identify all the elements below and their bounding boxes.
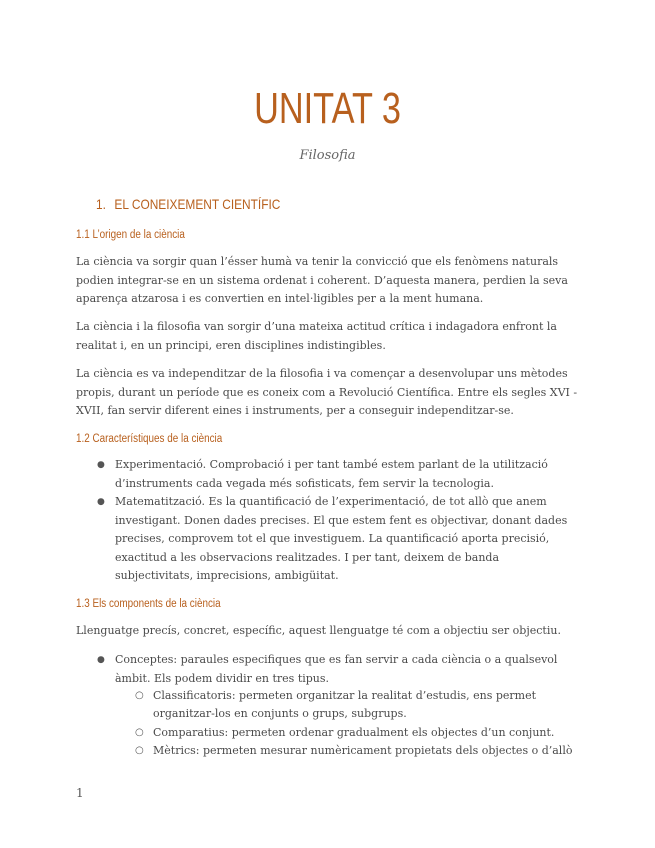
circle-bullet-icon: ○: [135, 690, 144, 701]
page-subtitle: Filosofia: [299, 148, 356, 163]
list-item: [97, 493, 575, 586]
subsection-heading-1-3: 1.3 Els components de la ciència: [76, 598, 221, 610]
paragraph-1-1-a: La ciència va sorgir quan l’ésser humà va tenir la convicció que els fenòmens naturals podien integrar-se en un sistema ordenat i coherent. D’aquesta manera, perdien la seva aparença atzarosa i es convertien en intel·ligibles per a la ment humana.: [76, 255, 568, 305]
subsection-heading-1-2: 1.2 Característiques de la ciència: [76, 433, 223, 445]
bullet-icon: ●: [97, 655, 105, 665]
circle-bullet-icon: ○: [135, 745, 144, 756]
circle-bullet-icon: ○: [135, 727, 144, 738]
list-item-text: Matematització. Es la quantificació de l’experimentació, de tot allò que anem investigant. Donen dades precises. El que estem fent es objectivar, donant dades precises, comprovem tot el que investiguem. La quantificació aporta precisió, exactitud a les observacions realitzades. I per tant, deixem de banda subjectivitats, imprecisions, ambigüitat.: [115, 495, 568, 582]
sub-list-item: [135, 687, 578, 723]
list-item-text: Experimentació. Comprobació i per tant també estem parlant de la utilització d’instruments cada vegada més sofisticats, fem servir la tecnologia.: [115, 458, 548, 490]
bullet-icon: ●: [97, 460, 105, 470]
bullet-icon: ●: [97, 497, 105, 507]
section-number: 1.: [96, 196, 106, 212]
page-title: UNITAT 3: [254, 84, 401, 133]
subsection-heading-1-1: 1.1 L’origen de la ciència: [76, 229, 185, 241]
paragraph-1-1-b: La ciència i la filosofia van sorgir d’una mateixa actitud crítica i indagadora enfront la realitat i, en un principi, eren disciplines indistingibles.: [76, 320, 557, 352]
paragraph-1-1-c: La ciència es va independitzar de la filosofia i va començar a desenvolupar uns mètodes propis, durant un període que es coneix com a Revolució Científica. Entre els segles XVI -XVII, fan servir diferent eines i instruments, per a conseguir independitzar-se.: [76, 367, 578, 417]
list-item: [97, 456, 575, 493]
page-number: 1: [76, 786, 84, 800]
sub-list-item: [135, 724, 578, 742]
sub-list-item-text: Classificatoris: permeten organitzar la realitat d’estudis, ens permet organitzar-los en conjunts o grups, subgrups.: [153, 689, 537, 720]
list-item-text: Conceptes: paraules especifiques que es fan servir a cada ciència o a qualsevol àmbit. Els podem dividir en tres tipus.: [115, 653, 558, 685]
list-item: [97, 651, 575, 688]
section-label: EL CONEIXEMENT CIENTÍFIC: [114, 196, 281, 212]
paragraph-1-3-a: Llenguatge precís, concret, específic, aquest llenguatge té com a objectiu ser objectiu.: [76, 624, 561, 637]
sub-list-item: [135, 742, 578, 760]
sub-list-item-text: Comparatius: permeten ordenar gradualment els objectes d’un conjunt.: [153, 726, 555, 739]
section-heading-1: [96, 196, 280, 212]
sub-list-item-text: Mètrics: permeten mesurar numèricament propietats dels objectes o d’allò: [153, 744, 573, 757]
